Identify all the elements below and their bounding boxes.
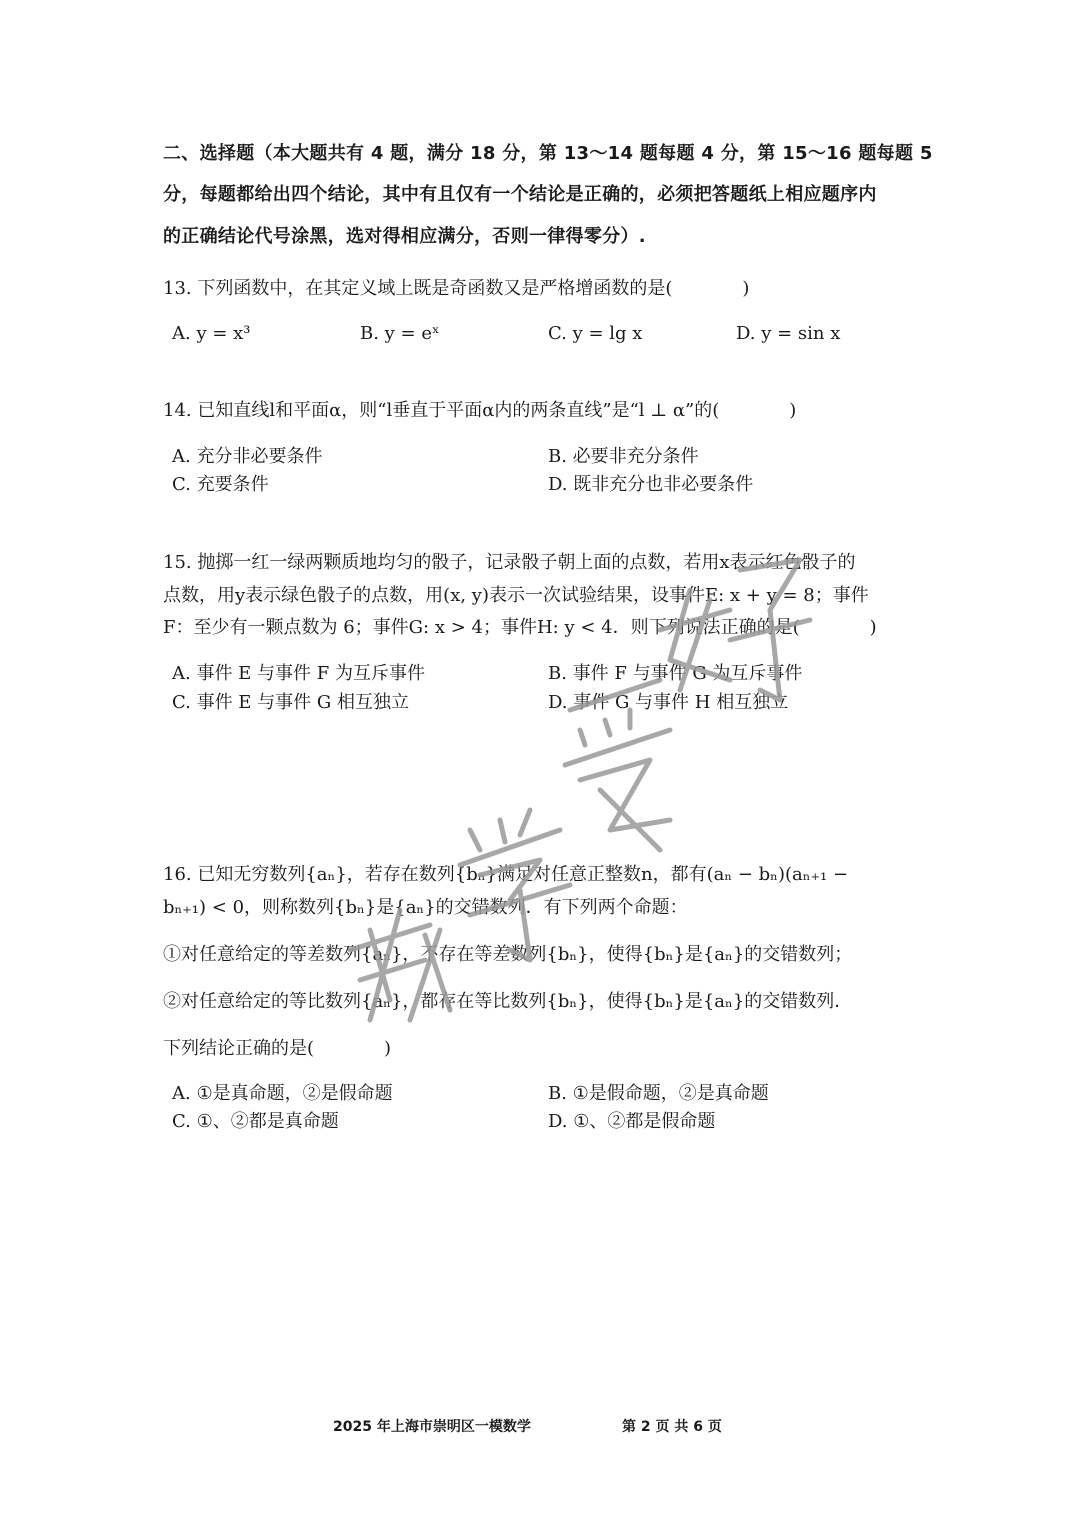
- question-13-option-a: A. y = x³: [172, 323, 251, 344]
- question-16-proposition-2: ②对任意给定的等比数列{aₙ}，都存在等比数列{bₙ}，使得{bₙ}是{aₙ}的交错数列．: [163, 991, 853, 1012]
- section-heading-line-3: 的正确结论代号涂黑，选对得相应满分，否则一律得零分）.: [163, 226, 646, 247]
- question-16-option-b: B. ①是假命题，②是真命题: [548, 1083, 769, 1104]
- question-14-option-b: B. 必要非充分条件: [548, 446, 699, 467]
- question-13-text: 13. 下列函数中，在其定义域上既是奇函数又是严格增函数的是(: [163, 278, 673, 299]
- footer-title: 2025 年上海市崇明区一模数学: [333, 1419, 531, 1435]
- question-15-text: F：至少有一颗点数为 6；事件G: x > 4；事件H: y < 4．则下列说法正确的是(: [163, 617, 800, 638]
- question-16-proposition-1: ①对任意给定的等差数列{aₙ}，不存在等差数列{bₙ}，使得{bₙ}是{aₙ}的交错数列；: [163, 944, 853, 965]
- question-13-option-b: B. y = eˣ: [360, 323, 440, 344]
- question-15-option-b: B. 事件 F 与事件 G 为互斥事件: [548, 663, 803, 684]
- question-15-option-a: A. 事件 E 与事件 F 为互斥事件: [172, 663, 425, 684]
- section-heading-line-1: 二、选择题（本大题共有 4 题，满分 18 分，第 13～14 题每题 4 分，第 15～16 题每题 5: [163, 143, 933, 164]
- question-14-close: ): [789, 400, 797, 421]
- question-14-stem: [163, 400, 796, 422]
- section-heading-line-2: 分，每题都给出四个结论，其中有且仅有一个结论是正确的，必须把答题纸上相应题序内: [163, 184, 877, 205]
- question-15-line-3: [163, 617, 877, 639]
- question-16-line-2: bₙ₊₁) < 0，则称数列{bₙ}是{aₙ}的交错数列．有下列两个命题：: [163, 897, 688, 918]
- question-13-option-d: D. y = sin x: [736, 323, 841, 344]
- footer-page-number: 第 2 页 共 6 页: [622, 1419, 722, 1435]
- question-14-option-a: A. 充分非必要条件: [172, 446, 323, 467]
- question-16-close: ): [384, 1038, 392, 1059]
- question-16-text: 下列结论正确的是(: [163, 1038, 315, 1059]
- question-16-option-a: A. ①是真命题，②是假命题: [172, 1083, 393, 1104]
- question-15-option-c: C. 事件 E 与事件 G 相互独立: [172, 692, 409, 713]
- question-15-line-2: 点数，用y表示绿色骰子的点数，用(x, y)表示一次试验结果，设事件E: x + y = 8；事件: [163, 585, 869, 606]
- question-13-stem: [163, 278, 749, 300]
- question-14-text: 14. 已知直线l和平面α，则“l垂直于平面α内的两条直线”是“l ⊥ α”的(: [163, 400, 720, 421]
- question-15-line-1: 15. 抛掷一红一绿两颗质地均匀的骰子，记录骰子朝上面的点数，若用x表示红色骰子的: [163, 552, 856, 573]
- question-13-option-c: C. y = lg x: [548, 323, 643, 344]
- question-14-option-d: D. 既非充分也非必要条件: [548, 474, 754, 495]
- question-15-option-d: D. 事件 G 与事件 H 相互独立: [548, 692, 789, 713]
- question-16-option-d: D. ①、②都是假命题: [548, 1111, 716, 1132]
- question-16-line-1: 16. 已知无穷数列{aₙ}，若存在数列{bₙ}满足对任意正整数n，都有(aₙ − bₙ)(aₙ₊₁ −: [163, 864, 849, 885]
- question-16-option-c: C. ①、②都是真命题: [172, 1111, 339, 1132]
- question-13-close: ): [742, 278, 750, 299]
- question-15-close: ): [869, 617, 877, 638]
- question-14-option-c: C. 充要条件: [172, 474, 269, 495]
- question-16-ask: [163, 1038, 391, 1060]
